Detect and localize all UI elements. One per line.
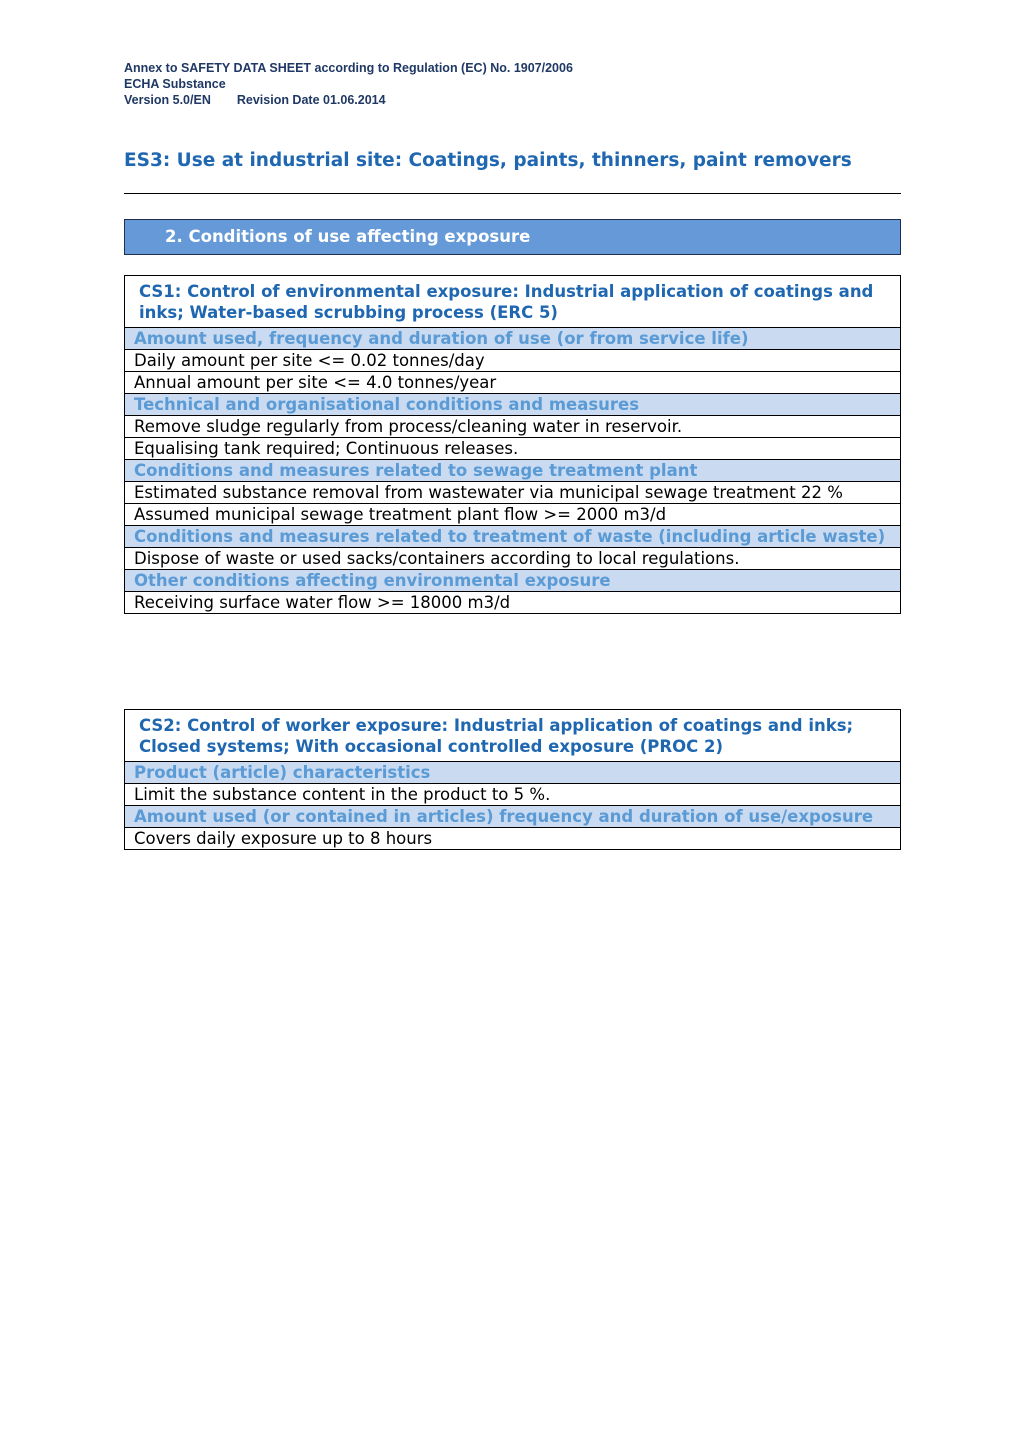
cs1-subheading: Conditions and measures related to treatment of waste (including article waste) bbox=[125, 526, 901, 548]
cs1-subheading: Other conditions affecting environmental exposure bbox=[125, 570, 901, 592]
table-row bbox=[125, 372, 901, 394]
table-row bbox=[125, 416, 901, 438]
cs1-value: Receiving surface water flow >= 18000 m3/d bbox=[125, 592, 901, 614]
table-row bbox=[125, 592, 901, 614]
cs1-subheading: Amount used, frequency and duration of use (or from service life) bbox=[125, 328, 901, 350]
cs1-value: Daily amount per site <= 0.02 tonnes/day bbox=[125, 350, 901, 372]
table-row bbox=[125, 394, 901, 416]
table-row bbox=[125, 828, 901, 850]
cs2-value: Limit the substance content in the product to 5 %. bbox=[125, 784, 901, 806]
cs2-title-row bbox=[125, 710, 901, 762]
cs2-subheading: Amount used (or contained in articles) frequency and duration of use/exposure bbox=[125, 806, 901, 828]
header-version: Version 5.0/EN bbox=[124, 93, 211, 107]
table-row bbox=[125, 350, 901, 372]
cs1-value: Remove sludge regularly from process/cleaning water in reservoir. bbox=[125, 416, 901, 438]
cs2-title: CS2: Control of worker exposure: Industrial application of coatings and inks; Closed systems; With occasional controlled exposure (PROC 2) bbox=[125, 710, 901, 762]
table-row bbox=[125, 806, 901, 828]
cs2-table bbox=[124, 709, 901, 850]
cs2-value: Covers daily exposure up to 8 hours bbox=[125, 828, 901, 850]
table-row bbox=[125, 526, 901, 548]
section-heading bbox=[124, 219, 901, 255]
cs1-subheading: Conditions and measures related to sewage treatment plant bbox=[125, 460, 901, 482]
cs1-value: Annual amount per site <= 4.0 tonnes/year bbox=[125, 372, 901, 394]
table-row bbox=[125, 482, 901, 504]
table-row bbox=[125, 504, 901, 526]
table-row bbox=[125, 328, 901, 350]
cs1-value: Assumed municipal sewage treatment plant flow >= 2000 m3/d bbox=[125, 504, 901, 526]
cs1-table bbox=[124, 275, 901, 614]
table-row bbox=[125, 438, 901, 460]
cs1-value: Dispose of waste or used sacks/containers according to local regulations. bbox=[125, 548, 901, 570]
table-row bbox=[125, 762, 901, 784]
header-substance: ECHA Substance bbox=[124, 77, 226, 91]
document-header bbox=[124, 60, 573, 108]
cs1-subheading: Technical and organisational conditions and measures bbox=[125, 394, 901, 416]
cs1-title-row bbox=[125, 276, 901, 328]
page-title: ES3: Use at industrial site: Coatings, paints, thinners, paint removers bbox=[124, 150, 852, 171]
table-row bbox=[125, 570, 901, 592]
table-row bbox=[125, 460, 901, 482]
cs2-subheading: Product (article) characteristics bbox=[125, 762, 901, 784]
section-heading-label: 2. Conditions of use affecting exposure bbox=[165, 227, 531, 246]
header-regulation: Annex to SAFETY DATA SHEET according to Regulation (EC) No. 1907/2006 bbox=[124, 61, 573, 75]
table-row bbox=[125, 548, 901, 570]
divider bbox=[124, 193, 901, 194]
cs1-title: CS1: Control of environmental exposure: Industrial application of coatings and inks; Water-based scrubbing process (ERC 5) bbox=[125, 276, 901, 328]
table-row bbox=[125, 784, 901, 806]
header-revision-date: Revision Date 01.06.2014 bbox=[236, 93, 386, 107]
cs1-value: Estimated substance removal from wastewater via municipal sewage treatment 22 % bbox=[125, 482, 901, 504]
header-version-line bbox=[124, 92, 573, 108]
cs1-value: Equalising tank required; Continuous releases. bbox=[125, 438, 901, 460]
